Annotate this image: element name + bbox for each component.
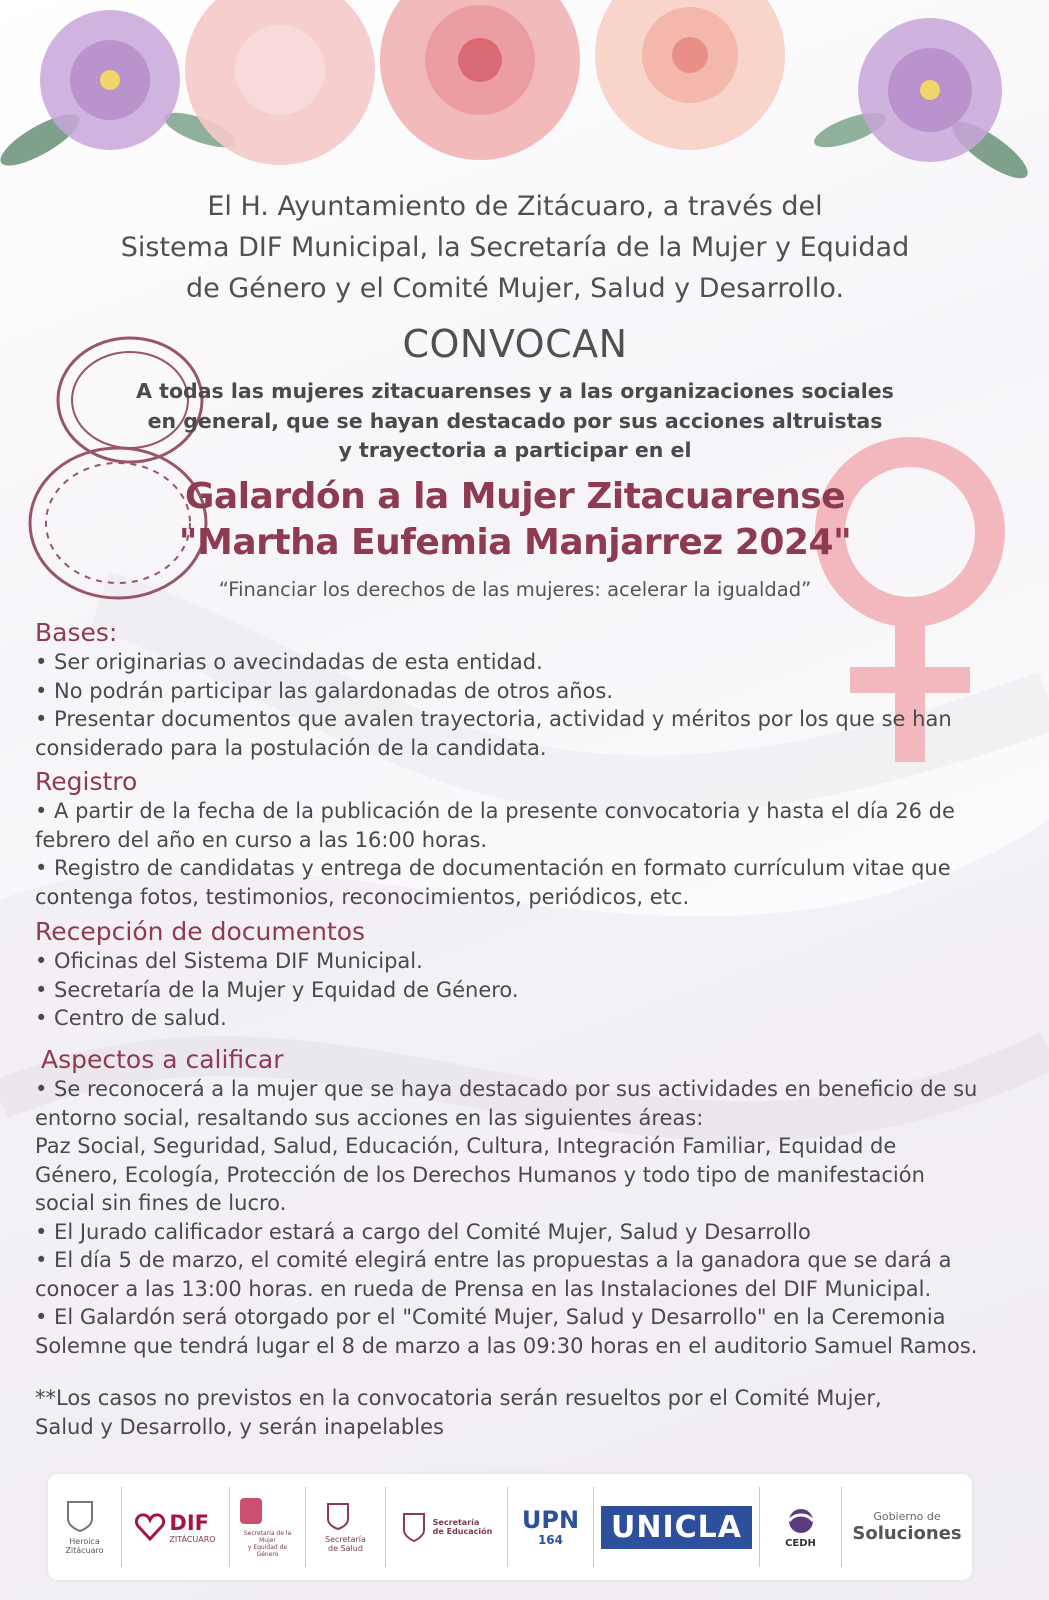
list-item: • Oficinas del Sistema DIF Municipal. (35, 949, 423, 973)
list-item: • Secretaría de la Mujer y Equidad de Género. (35, 977, 519, 1002)
emblem-icon (783, 1507, 819, 1535)
emblem-icon (238, 1496, 264, 1526)
section-heading: Recepción de documentos (35, 917, 366, 946)
intro-line: El H. Ayuntamiento de Zitácuaro, a través del (207, 191, 823, 222)
bases-section (35, 617, 995, 762)
registro-section (35, 766, 995, 911)
logo-text: Gobierno de (873, 1510, 941, 1523)
logo-subtext: ZITÁCUARO (169, 1534, 216, 1544)
secretaria-mujer-logo (230, 1487, 306, 1567)
list-item: • Centro de salud. (35, 1006, 227, 1030)
aspectos-section (35, 1044, 995, 1360)
award-title (80, 474, 950, 566)
gobierno-soluciones-logo (842, 1487, 972, 1567)
logo-text: Secretaría de la Mujer y Equidad de Género (243, 1530, 292, 1558)
secretaria-educacion-logo (386, 1487, 508, 1567)
logo-text: Secretaría de Educación (432, 1518, 493, 1536)
upn-logo (508, 1487, 594, 1567)
list-item: • A partir de la fecha de la publicación de la presente convocatoria y hasta el día 26 de febrero del año en curso a las 16:00 horas. (35, 799, 955, 852)
cedh-logo (760, 1487, 842, 1567)
list-item: • Se reconocerá a la mujer que se haya destacado por sus actividades en beneficio de su entorno social, resaltando sus acciones en las siguientes áreas: Paz Social, Seguridad, Salud, Educación, Cultura, Integración Familiar, Equidad de Género, Ecología, Protección de los Derechos Humanos y todo tipo de manifestación social sin fines de lucro. (35, 1077, 978, 1215)
heroica-zitacuaro-logo (48, 1487, 122, 1567)
unicla-logo (594, 1487, 760, 1567)
section-heading: Registro (35, 767, 138, 796)
logo-text: Secretaría de Salud (325, 1535, 366, 1553)
intro-text (60, 186, 970, 309)
footer-note: **Los casos no previstos en la convocatoria serán resueltos por el Comité Mujer, Salud y Desarrollo, y serán inapelables (35, 1386, 882, 1439)
emblem-icon (325, 1501, 351, 1531)
logo-text: Heroica Zitácuaro (65, 1537, 104, 1555)
list-item: • El Galardón será otorgado por el "Comité Mujer, Salud y Desarrollo" en la Ceremonia Solemne que tendrá lugar el 8 de marzo a las 09:30 horas en el auditorio Samuel Ramos. (35, 1305, 978, 1358)
logo-text: Soluciones (852, 1523, 962, 1544)
intro-line: Sistema DIF Municipal, la Secretaría de la Mujer y Equidad (120, 232, 910, 263)
recepcion-section (35, 916, 995, 1033)
convocan-heading: CONVOCAN (402, 322, 628, 366)
logo-text: UPN (521, 1506, 580, 1534)
pink-rose-icon (185, 0, 785, 165)
emblem-icon (401, 1511, 427, 1543)
sponsor-logos-bar (48, 1474, 972, 1580)
list-item: • Presentar documentos que avalen trayectoria, actividad y méritos por los que se han considerado para la postulación de la candidata. (35, 707, 952, 760)
award-title-line: "Martha Eufemia Manjarrez 2024" (178, 522, 852, 563)
list-item: • Registro de candidatas y entrega de documentación en formato currículum vitae que contenga fotos, testimonios, reconocimientos, periódicos, etc. (35, 856, 951, 909)
call-line: A todas las mujeres zitacuarenses y a las organizaciones sociales (136, 379, 894, 403)
call-line: y trayectoria a participar en el (338, 438, 692, 462)
list-item: • El Jurado calificador estará a cargo del Comité Mujer, Salud y Desarrollo (35, 1219, 811, 1244)
secretaria-salud-logo (306, 1487, 386, 1567)
logo-subtext: 164 (537, 1533, 564, 1547)
section-heading: Bases: (35, 618, 118, 647)
section-heading: Aspectos a calificar (41, 1045, 284, 1074)
dif-logo (122, 1487, 230, 1567)
award-title-line: Galardón a la Mujer Zitacuarense (184, 476, 846, 517)
list-item: • El día 5 de marzo, el comité elegirá entre las propuestas a la ganadora que se dará a conocer a las 13:00 horas. en rueda de Prensa en las Instalaciones del DIF Municipal. (35, 1248, 952, 1301)
intro-line: de Género y el Comité Mujer, Salud y Desarrollo. (185, 273, 845, 304)
logo-text: DIF (169, 1510, 209, 1535)
logo-text: CEDH (785, 1537, 816, 1549)
call-line: en general, que se hayan destacado por sus acciones altruistas (147, 408, 883, 433)
heart-icon (135, 1512, 165, 1542)
logo-text: UNICLA (601, 1506, 752, 1549)
shield-icon (65, 1499, 95, 1533)
motto-quote: “Financiar los derechos de las mujeres: acelerar la igualdad” (218, 578, 812, 601)
floral-header (0, 0, 1049, 210)
list-item: • Ser originarias o avecindadas de esta entidad. (35, 650, 543, 674)
list-item: • No podrán participar las galardonadas de otros años. (35, 678, 614, 703)
call-text (80, 377, 950, 466)
